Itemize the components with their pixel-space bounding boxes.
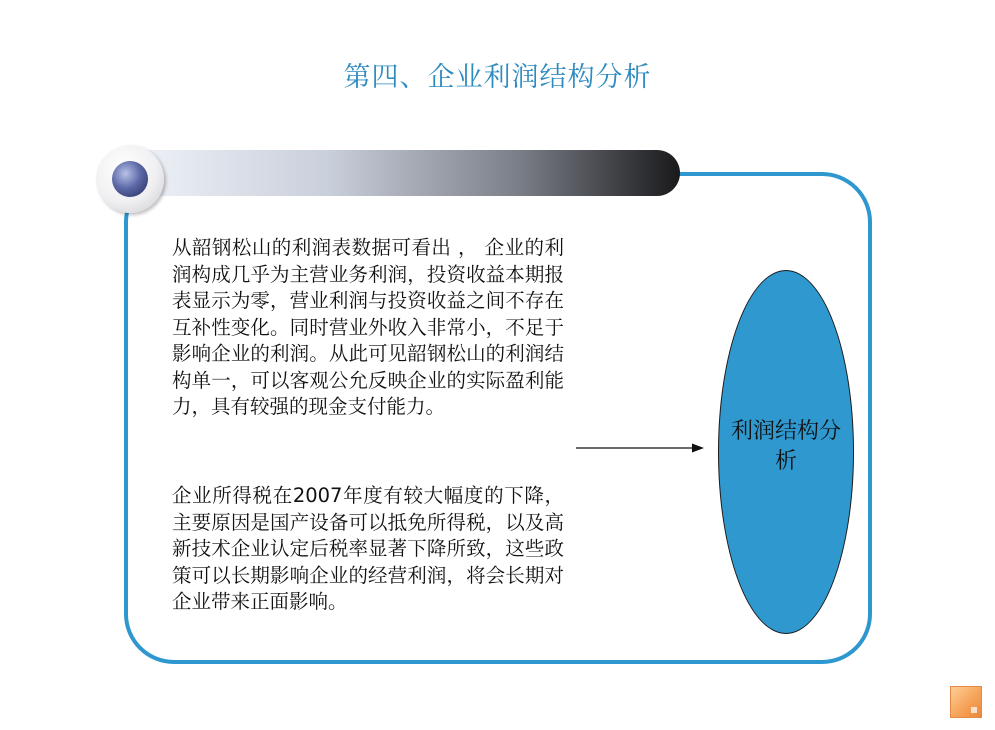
summary-ellipse — [718, 270, 854, 634]
slide-corner-badge[interactable] — [950, 686, 982, 718]
paragraph-profit-structure: 从韶钢松山的利润表数据可看出 ， 企业的利润构成几乎为主营业务利润，投资收益本期报表显示为零，营业利润与投资收益之间不存在互补性变化。同时营业外收入非常小，不足于影响企业的利润。从此可见韶钢松山的利润结构单一，可以客观公允反映企业的实际盈利能力，具有较强的现金支付能力。 — [172, 236, 564, 418]
header-gradient-bar — [138, 150, 680, 196]
paragraph-income-tax: 企业所得税在2007年度有较大幅度的下降，主要原因是国产设备可以抵免所得税，以及高新技术企业认定后税率显著下降所致，这些政策可以长期影响企业的经营利润，将会长期对企业带来正面影响。 — [172, 484, 564, 613]
orb-core — [112, 161, 148, 197]
bullet-orb-icon — [96, 145, 164, 213]
slide-title: 第四、企业利润结构分析 — [343, 62, 652, 93]
ellipse-label: 利润结构分析 — [731, 419, 842, 474]
right-arrow-icon — [576, 440, 706, 456]
corner-glyph-icon — [971, 707, 977, 713]
